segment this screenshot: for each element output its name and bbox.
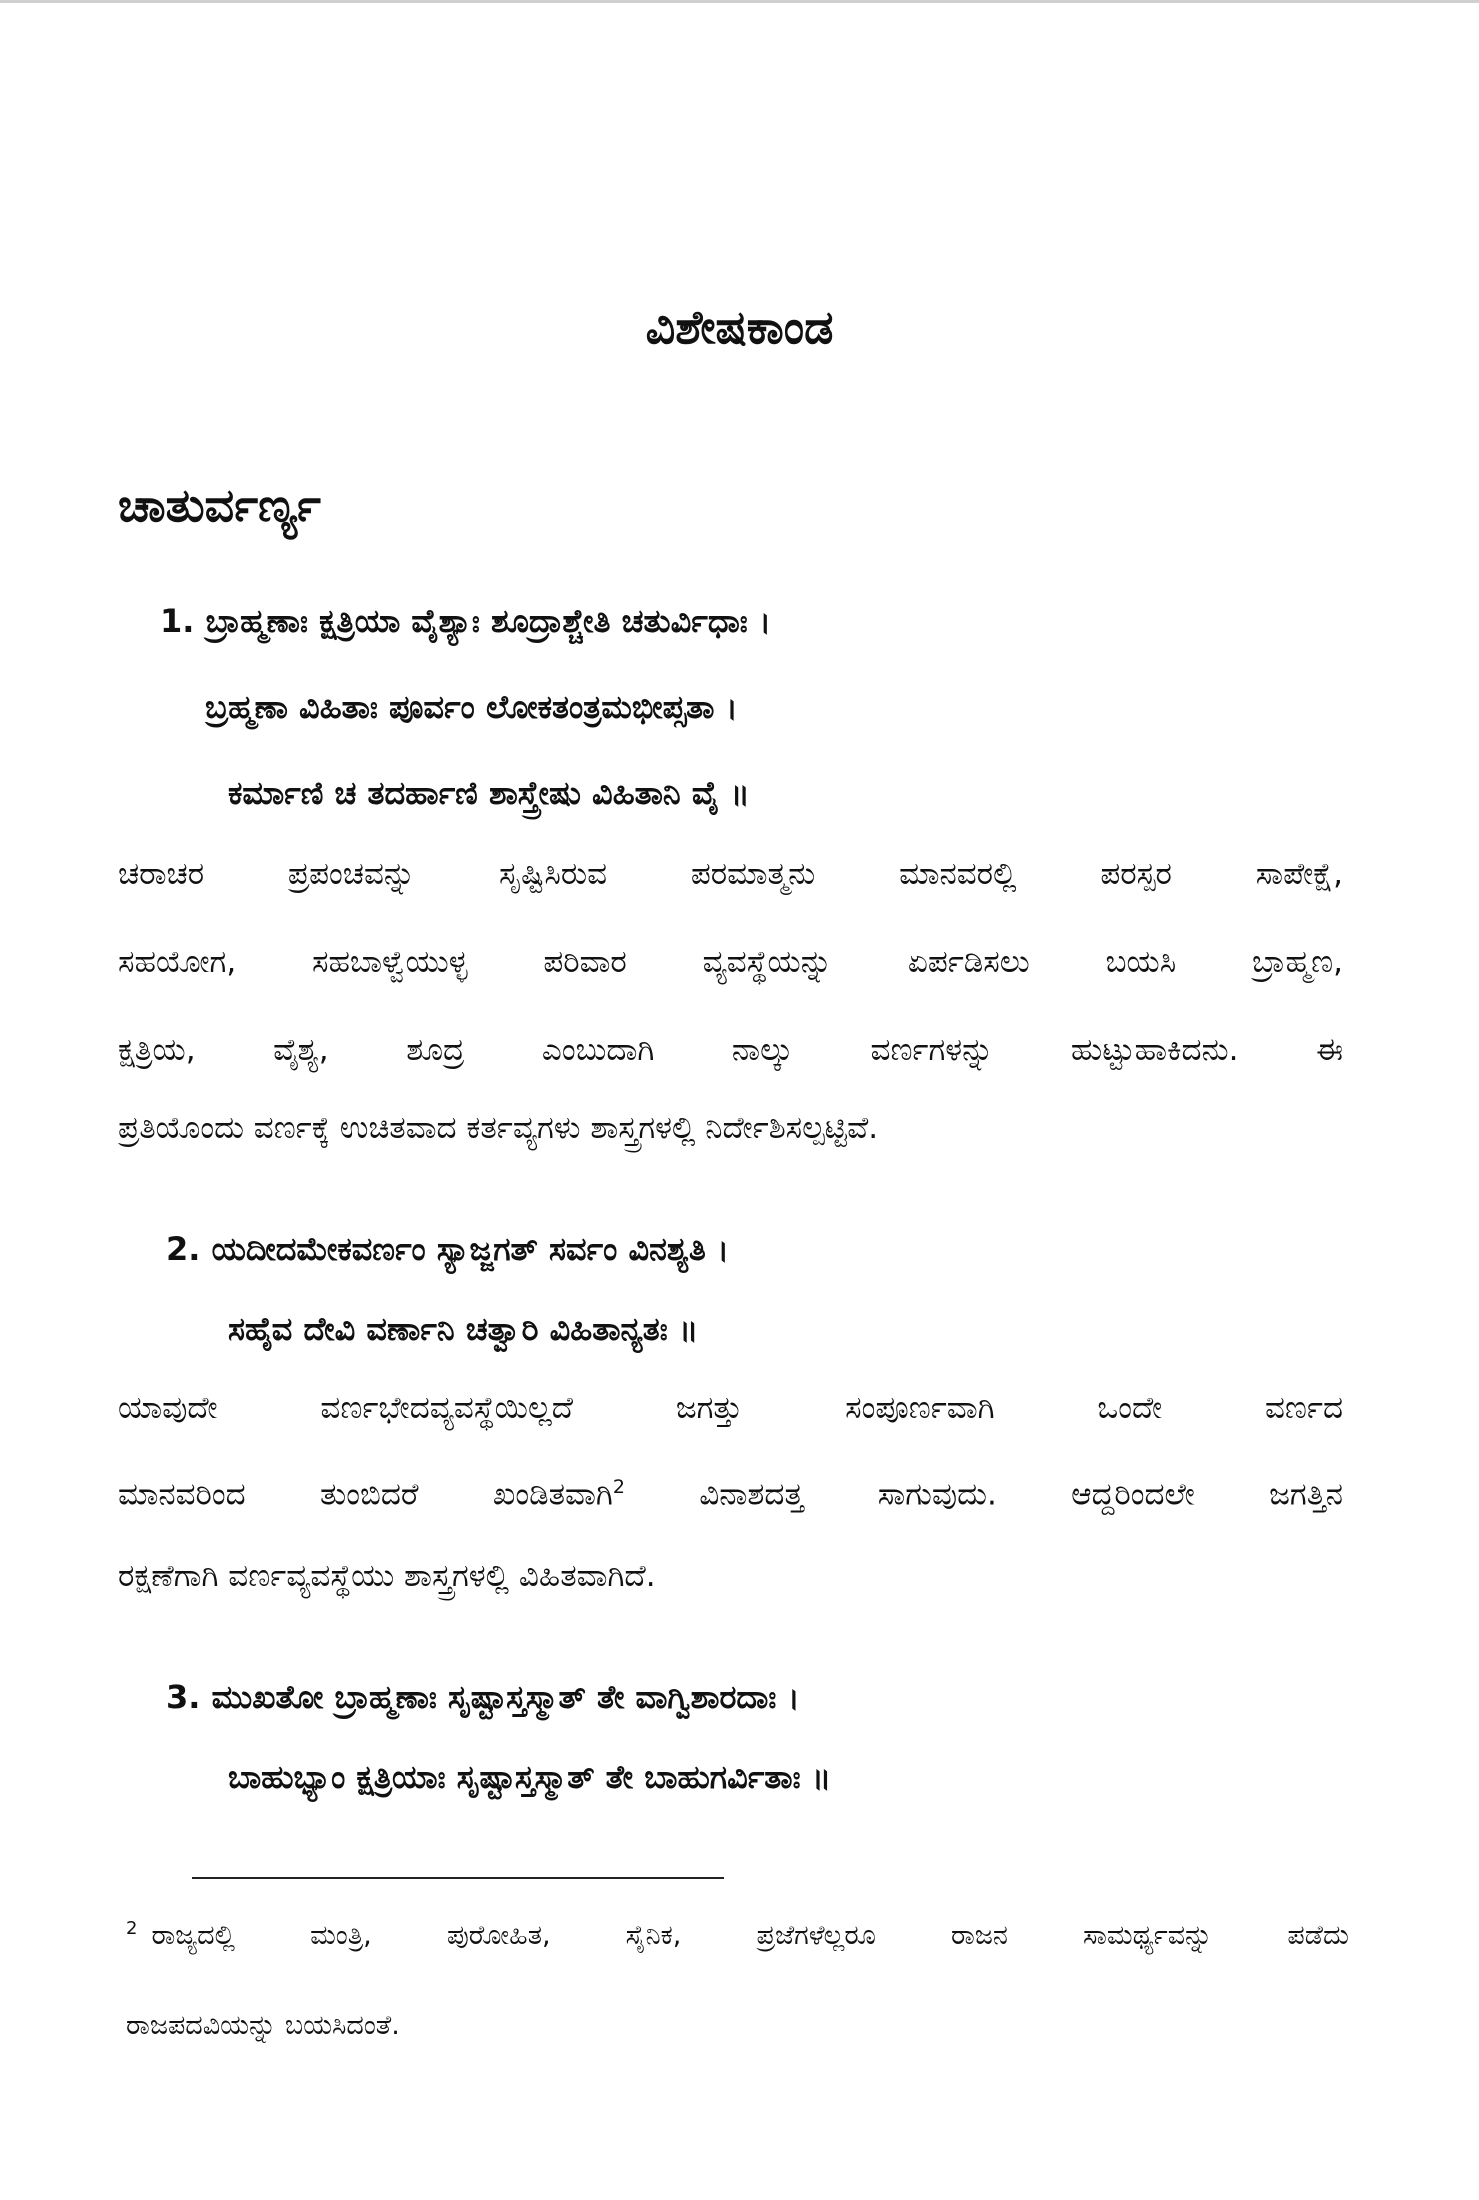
paragraph-1-line: ಸಹಯೋಗ, ಸಹಬಾಳ್ವೆಯುಳ್ಳ ಪರಿವಾರ ವ್ಯವಸ್ಥೆಯನ್ನು ಏರ್ಪಡಿಸಲು ಬಯಸಿ ಬ್ರಾಹ್ಮಣ,	[118, 944, 1343, 980]
footnote-ref: 2	[612, 1476, 625, 1498]
footnote-line: ರಾಜಪದವಿಯನ್ನು ಬಯಸಿದಂತೆ.	[126, 2010, 400, 2041]
paragraph-2-line: ರಕ್ಷಣೆಗಾಗಿ ವರ್ಣವ್ಯವಸ್ಥೆಯು ಶಾಸ್ತ್ರಗಳಲ್ಲಿ ವಿಹಿತವಾಗಿದೆ.	[118, 1558, 656, 1594]
page-title: ವಿಶೇಷಕಾಂಡ	[645, 300, 834, 354]
footnote-line	[126, 1918, 1349, 1952]
paragraph-2-line: ಯಾವುದೇ ವರ್ಣಭೇದವ್ಯವಸ್ಥೆಯಿಲ್ಲದೆ ಜಗತ್ತು ಸಂಪೂರ್ಣವಾಗಿ ಒಂದೇ ವರ್ಣದ	[118, 1390, 1343, 1426]
verse-text: ಯದೀದಮೇಕವರ್ಣಂ ಸ್ಯಾಜ್ಜಗತ್ ಸರ್ವಂ ವಿನಶ್ಯತಿ ।	[211, 1230, 730, 1268]
verse-2-line-1	[166, 1230, 729, 1269]
paragraph-2-line-part: ಮಾನವರಿಂದ ತುಂಬಿದರೆ ಖಂಡಿತವಾಗಿ	[118, 1476, 613, 1513]
footnote-number: 2	[126, 1918, 138, 1939]
verse-number: 3.	[166, 1678, 201, 1716]
verse-1-line-3: ಕರ್ಮಾಣಿ ಚ ತದರ್ಹಾಣಿ ಶಾಸ್ತ್ರೇಷು ವಿಹಿತಾನಿ ವೈ ॥	[228, 774, 750, 812]
verse-2-line-2: ಸಹೈವ ದೇವಿ ವರ್ಣಾನಿ ಚತ್ವಾರಿ ವಿಹಿತಾನ್ಯತಃ ॥	[228, 1310, 699, 1348]
paragraph-1-line: ಪ್ರತಿಯೊಂದು ವರ್ಣಕ್ಕೆ ಉಚಿತವಾದ ಕರ್ತವ್ಯಗಳು ಶಾಸ್ತ್ರಗಳಲ್ಲಿ ನಿರ್ದೇಶಿಸಲ್ಪಟ್ಟಿವೆ.	[118, 1110, 879, 1146]
verse-number: 2.	[166, 1230, 201, 1268]
verse-number: 1.	[160, 602, 195, 640]
verse-text: ಮುಖತೋ ಬ್ರಾಹ್ಮಣಾಃ ಸೃಷ್ಟಾಸ್ತಸ್ಮಾತ್ ತೇ ವಾಗ್ವಿಶಾರದಾಃ ।	[211, 1678, 800, 1716]
footnote-text: ರಾಜ್ಯದಲ್ಲಿ ಮಂತ್ರಿ, ಪುರೋಹಿತ, ಸೈನಿಕ, ಪ್ರಜೆಗಳೆಲ್ಲರೂ ರಾಜನ ಸಾಮರ್ಥ್ಯವನ್ನು ಪಡೆದು	[151, 1920, 1349, 1951]
verse-1-line-1	[160, 602, 771, 641]
paragraph-1-line: ಚರಾಚರ ಪ್ರಪಂಚವನ್ನು ಸೃಷ್ಟಿಸಿರುವ ಪರಮಾತ್ಮನು ಮಾನವರಲ್ಲಿ ಪರಸ್ಪರ ಸಾಪೇಕ್ಷೆ,	[118, 856, 1343, 892]
paragraph-2-line-part: ವಿನಾಶದತ್ತ ಸಾಗುವುದು. ಆದ್ದರಿಂದಲೇ ಜಗತ್ತಿನ	[699, 1476, 1343, 1513]
paragraph-2-line	[118, 1476, 1343, 1513]
top-edge-rule	[0, 0, 1479, 3]
verse-text: ಬ್ರಾಹ್ಮಣಾಃ ಕ್ಷತ್ರಿಯಾ ವೈಶ್ಯಾಃ ಶೂದ್ರಾಶ್ಚೇತಿ ಚತುರ್ವಿಧಾಃ ।	[205, 602, 772, 640]
verse-3-line-2: ಬಾಹುಭ್ಯಾಂ ಕ್ಷತ್ರಿಯಾಃ ಸೃಷ್ಟಾಸ್ತಸ್ಮಾತ್ ತೇ ಬಾಹುಗರ್ವಿತಾಃ ॥	[228, 1758, 832, 1796]
verse-1-line-2: ಬ್ರಹ್ಮಣಾ ವಿಹಿತಾಃ ಪೂರ್ವಂ ಲೋಕತಂತ್ರಮಭೀಪ್ಸತಾ ।	[205, 688, 738, 726]
verse-3-line-1	[166, 1678, 800, 1717]
paragraph-1-line: ಕ್ಷತ್ರಿಯ, ವೈಶ್ಯ, ಶೂದ್ರ ಎಂಬುದಾಗಿ ನಾಲ್ಕು ವರ್ಣಗಳನ್ನು ಹುಟ್ಟುಹಾಕಿದನು. ಈ	[118, 1032, 1343, 1068]
footnote-divider	[192, 1877, 724, 1879]
section-heading: ಚಾತುರ್ವರ್ಣ್ಯ	[118, 478, 321, 532]
